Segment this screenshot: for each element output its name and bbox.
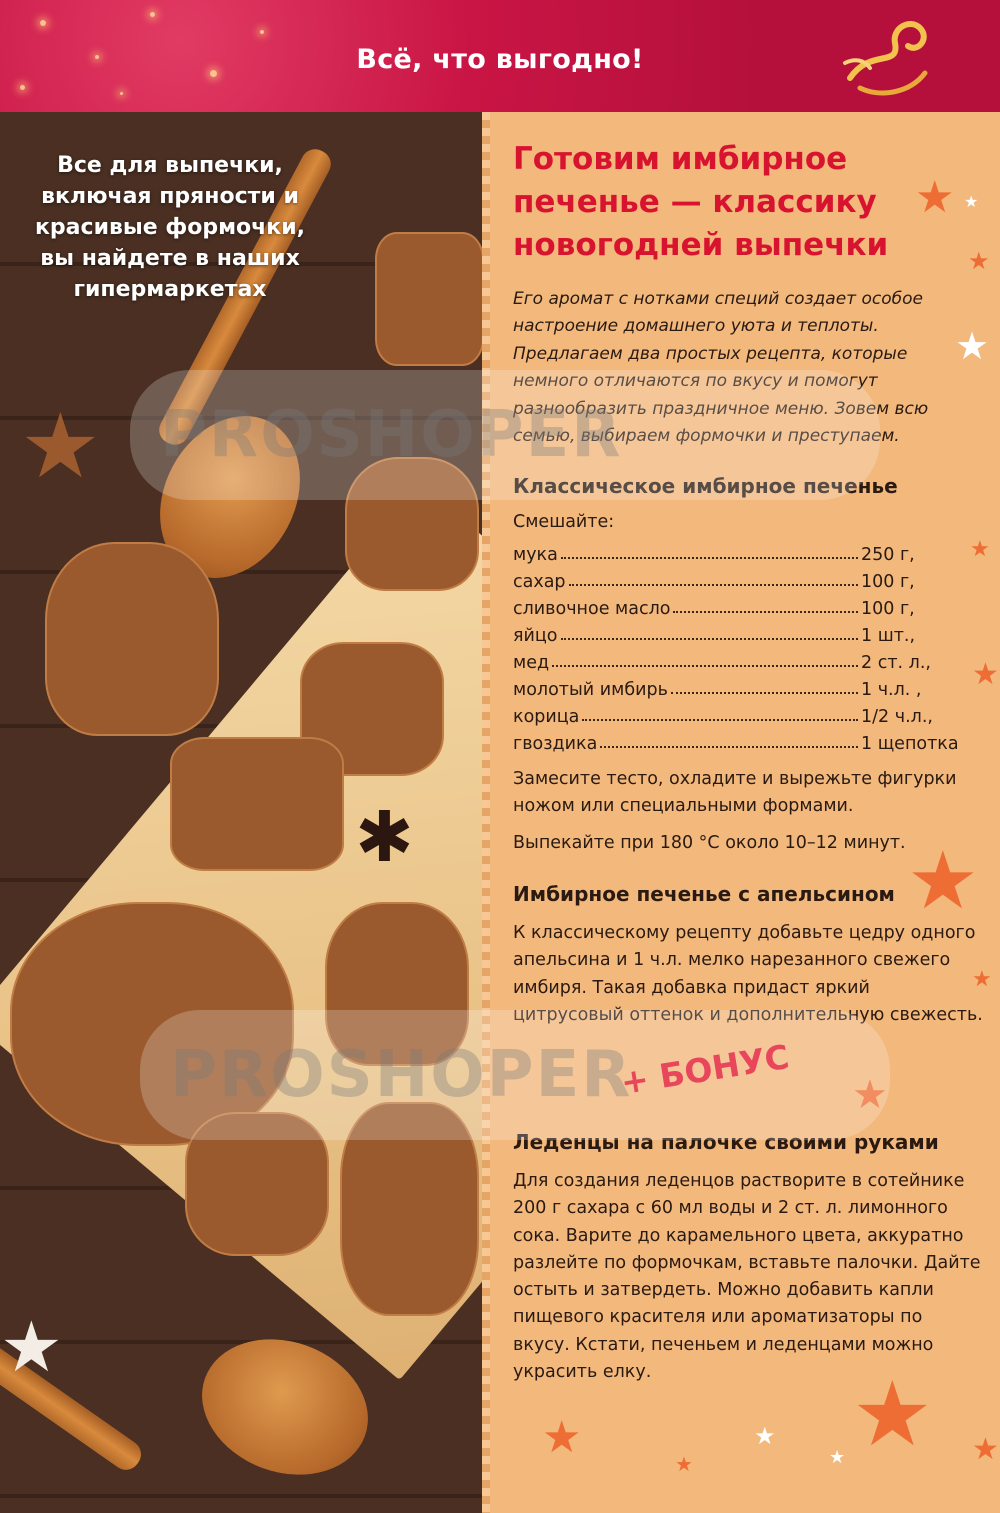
ingredient-name: мука [513,545,558,565]
header-banner [0,0,1000,112]
ingredient-name: сахар [513,572,566,592]
star-anise-icon: ✱ [355,796,414,878]
ingredient-row [513,538,955,565]
leader-dots [552,665,858,667]
ingredient-row [513,700,955,727]
ingredient-qty: 250 г, [861,545,915,565]
ingredient-qty: 1 ч.л. , [861,680,922,700]
star-icon: ★ [542,1412,582,1463]
sparkle [20,85,25,90]
article-title: Готовим имбирное печенье — классику новогодней выпечки [513,141,889,263]
ingredient-name: молотый имбирь [513,680,668,700]
ingredient-row [513,565,955,592]
star-icon: ★ [852,1072,888,1118]
sparkle [150,12,155,17]
cookie-photo [0,112,482,1513]
ingredient-qty: 100 г, [861,572,915,592]
star-icon: ★ [915,172,955,223]
bonus-label: + БОНУС [617,1036,792,1103]
tree-cookie [45,542,219,736]
recipe3-title: Леденцы на палочке своими руками [513,1130,939,1154]
recipe2-text: К классическому рецепту добавьте цедру одного апельсина и 1 ч.л. мелко нарезанного свежего имбиря. Такая добавка придаст яркий цитрусовый оттенок и дополнительную свежесть. [513,923,983,1025]
photo-caption: Все для выпечки, включая пряности и красивые формочки, вы найдете в наших гипермаркетах [35,153,305,302]
ingredient-qty: 2 ст. л., [861,653,931,673]
ingredient-name: гвоздика [513,734,598,754]
sparkle [120,92,123,95]
ingredient-qty: 1/2 ч.л., [861,707,933,727]
star-cookie: ★ [20,394,101,499]
star-icon: ★ [968,247,990,275]
ingredient-qty: 1 щепотка [861,734,959,754]
ingredient-qty: 100 г, [861,599,915,619]
sparkle [40,20,46,26]
star-icon: ★ [907,834,979,927]
leader-dots [600,746,858,748]
watermark: PROSHOPER [140,1010,890,1140]
article-panel [482,112,1000,1513]
tree-cookie [170,737,344,871]
white-star-icon: ★ [754,1422,776,1450]
leader-dots [673,611,858,613]
ingredient-row [513,727,959,754]
watermark: PROSHOPER [130,370,880,500]
panel-edge [482,112,490,1513]
ingredient-row [513,646,955,673]
ingredient-name: корица [513,707,580,727]
article-intro: Его аромат с нотками специй создает особое настроение домашнего уюта и теплоты. Предлагаем два простых рецепта, которые немного отличаются по вкусу и помогут разнообразить праздничное меню. Зовем всю семью, выбираем формочки и преступаем. [513,289,929,447]
leader-dots [569,584,858,586]
ingredient-name: сливочное масло [513,599,671,619]
star-icon: ★ [675,1452,693,1476]
header-title: Всё, что выгодно! [356,44,644,75]
ingredient-qty: 1 шт., [861,626,916,646]
leader-dots [671,692,858,694]
leader-dots [561,557,858,559]
snowflake-cookie [375,232,482,366]
star-icon: ★ [972,967,992,992]
white-star-icon: ★ [0,1306,63,1388]
sparkle [260,30,264,34]
white-star-icon: ★ [955,324,990,368]
white-star-icon: ★ [964,192,979,211]
ingredient-row [513,619,955,646]
leader-dots [582,719,858,721]
recipe1-title: Классическое имбирное печенье [513,474,898,498]
ingredient-name: яйцо [513,626,558,646]
star-icon: ★ [970,537,990,562]
recipe2-title: Имбирное печенье с апельсином [513,882,895,906]
star-icon: ★ [972,1432,999,1467]
star-icon: ★ [972,657,999,692]
mix-label: Смешайте: [513,512,615,532]
recipe3-text: Для создания леденцов растворите в сотейнике 200 г сахара с 60 мл воды и 2 ст. л. лимонного сока. Варите до карамельного цвета, аккуратно разлейте по формочкам, вставьте палочки. Дайте остыть и затвердеть. Можно добавить капли пищевого красителя или ароматизаторы по вкусу. Кстати, печеньем и леденцами можно украсить елку. [513,1171,981,1383]
ingredient-row [513,592,955,619]
star-icon: ★ [852,1362,933,1467]
gold-swirl-icon [840,8,940,103]
ingredient-name: мед [513,653,550,673]
recipe1-step2: Выпекайте при 180 °С около 10–12 минут. [513,833,906,853]
recipe1-step1: Замесите тесто, охладите и вырежьте фигурки ножом или специальными формами. [513,769,957,817]
ingredient-row [513,673,955,700]
white-star-icon: ★ [829,1447,846,1468]
leader-dots [561,638,858,640]
